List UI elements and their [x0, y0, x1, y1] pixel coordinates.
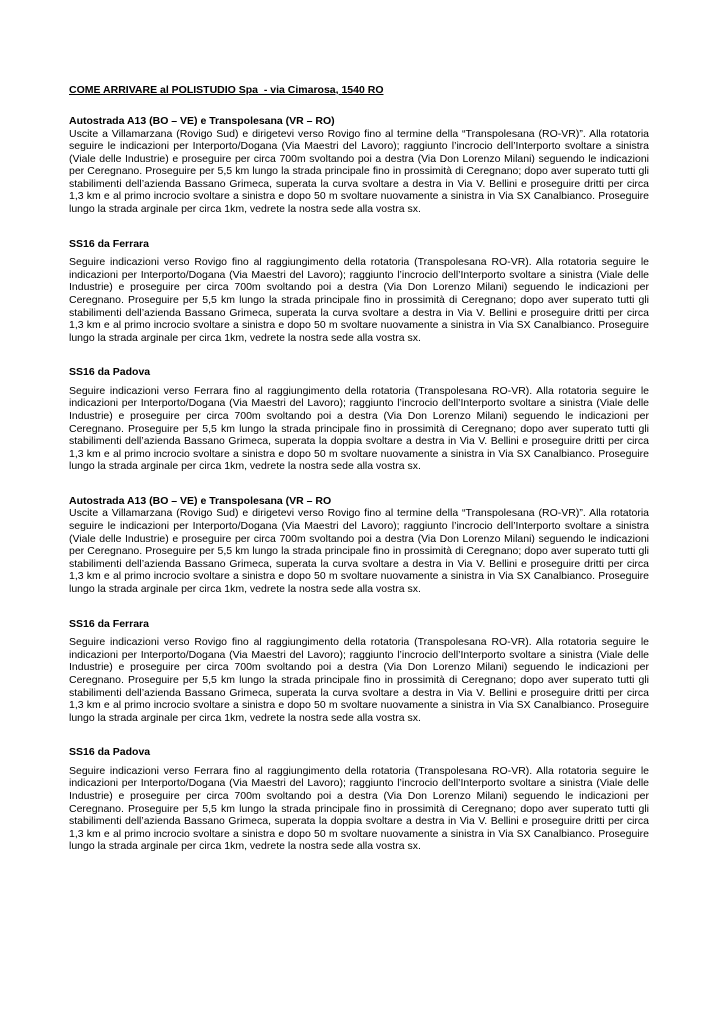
section-body: Uscite a Villamarzana (Rovigo Sud) e dirigetevi verso Rovigo fino al termine della “Transpolesana (RO-VR)”. Alla rotatoria seguire le indicazioni per Interporto/Dogana (Via Maestri del Lavoro); raggiunto l’incrocio dell’Interporto svoltare a sinistra (Viale delle Industrie) e proseguire per circa 700m svoltando poi a destra (Via Don Lorenzo Milani) seguendo le indicazioni per Ceregnano. Proseguire per 5,5 km lungo la strada principale fino in prossimità di Ceregnano; dopo aver superato tutti gli stabilimenti dell’azienda Bassano Grimeca, superata la curva svoltare a destra in Via V. Bellini e proseguire dritti per circa 1,3 km e al primo incrocio svoltare a sinistra e dopo 50 m svoltare nuovamente a sinistra in Via SX Canalbianco. Proseguire lungo la strada arginale per circa 1km, vedrete la nostra sede alla vostra sx. [69, 127, 649, 216]
section-heading: SS16 da Padova [69, 366, 151, 379]
document-page [69, 84, 649, 875]
document-title: COME ARRIVARE al POLISTUDIO Spa - via Cimarosa, 1540 RO [69, 84, 384, 96]
section-heading: Autostrada A13 (BO – VE) e Transpolesana (VR – RO [69, 494, 332, 507]
section-ss16-ferrara-repeat [69, 618, 649, 725]
section-body: Seguire indicazioni verso Ferrara fino al raggiungimento della rotatoria (Transpolesana RO-VR). Alla rotatoria seguire le indicazioni per Interporto/Dogana (Via Maestri del Lavoro); raggiunto l’incrocio dell’Interporto svoltare a sinistra (Viale delle Industrie) e proseguire per circa 700m svoltando poi a destra (Via Don Lorenzo Milani) seguendo le indicazioni per Ceregnano. Proseguire per 5,5 km lungo la strada principale fino in prossimità di Ceregnano; dopo aver superato tutti gli stabilimenti dell’azienda Bassano Grimeca, superata la doppia svoltare a destra in Via V. Bellini e proseguire dritti per circa 1,3 km e al primo incrocio svoltare a sinistra e dopo 50 m svoltare nuovamente a sinistra in Via SX Canalbianco. Proseguire lungo la strada arginale per circa 1km, vedrete la nostra sede alla vostra sx. [69, 764, 649, 853]
section-body: Seguire indicazioni verso Rovigo fino al raggiungimento della rotatoria (Transpolesana RO-VR). Alla rotatoria seguire le indicazioni per Interporto/Dogana (Via Maestri del Lavoro); raggiunto l’incrocio dell’Interporto svoltare a sinistra (Viale delle Industrie) e proseguire per circa 700m svoltando poi a destra (Via Don Lorenzo Milani) seguendo le indicazioni per Ceregnano. Proseguire per 5,5 km lungo la strada principale fino in prossimità di Ceregnano; dopo aver superato tutti gli stabilimenti dell’azienda Bassano Grimeca, superata la curva svoltare a destra in Via V. Bellini e proseguire dritti per circa 1,3 km e al primo incrocio svoltare a sinistra e dopo 50 m svoltare nuovamente a sinistra in Via SX Canalbianco. Proseguire lungo la strada arginale per circa 1km, vedrete la nostra sede alla vostra sx. [69, 256, 649, 344]
section-heading: SS16 da Padova [69, 746, 151, 759]
section-ss16-padova [69, 366, 649, 473]
section-a13-transpolesana-repeat [69, 495, 649, 596]
section-ss16-ferrara [69, 238, 649, 345]
section-body: Seguire indicazioni verso Ferrara fino al raggiungimento della rotatoria (Transpolesana RO-VR). Alla rotatoria seguire le indicazioni per Interporto/Dogana (Via Maestri del Lavoro); raggiunto l’incrocio dell’Interporto svoltare a sinistra (Viale delle Industrie) e proseguire per circa 700m svoltando poi a destra (Via Don Lorenzo Milani) seguendo le indicazioni per Ceregnano. Proseguire per 5,5 km lungo la strada principale fino in prossimità di Ceregnano; dopo aver superato tutti gli stabilimenti dell’azienda Bassano Grimeca, superata la doppia svoltare a destra in Via V. Bellini e proseguire dritti per circa 1,3 km e al primo incrocio svoltare a sinistra e dopo 50 m svoltare nuovamente a sinistra in Via SX Canalbianco. Proseguire lungo la strada arginale per circa 1km, vedrete la nostra sede alla vostra sx. [69, 384, 649, 473]
section-heading: SS16 da Ferrara [69, 237, 149, 250]
section-heading: Autostrada A13 (BO – VE) e Transpolesana (VR – RO) [69, 115, 335, 127]
section-a13-transpolesana [69, 115, 649, 216]
section-body: Seguire indicazioni verso Rovigo fino al raggiungimento della rotatoria (Transpolesana RO-VR). Alla rotatoria seguire le indicazioni per Interporto/Dogana (Via Maestri del Lavoro); raggiunto l’incrocio dell’Interporto svoltare a sinistra (Viale delle Industrie) e proseguire per circa 700m svoltando poi a destra (Via Don Lorenzo Milani) seguendo le indicazioni per Ceregnano. Proseguire per 5,5 km lungo la strada principale fino in prossimità di Ceregnano; dopo aver superato tutti gli stabilimenti dell’azienda Bassano Grimeca, superata la curva svoltare a destra in Via V. Bellini e proseguire dritti per circa 1,3 km e al primo incrocio svoltare a sinistra e dopo 50 m svoltare nuovamente a sinistra in Via SX Canalbianco. Proseguire lungo la strada arginale per circa 1km, vedrete la nostra sede alla vostra sx. [69, 636, 649, 724]
section-ss16-padova-repeat [69, 746, 649, 853]
section-heading: SS16 da Ferrara [69, 617, 149, 630]
section-body: Uscite a Villamarzana (Rovigo Sud) e dirigetevi verso Rovigo fino al termine della “Transpolesana (RO-VR)”. Alla rotatoria seguire le indicazioni per Interporto/Dogana (Via Maestri del Lavoro); raggiunto l’incrocio dell’Interporto svoltare a sinistra (Viale delle Industrie) e proseguire per circa 700m svoltando poi a destra (Via Don Lorenzo Milani) seguendo le indicazioni per Ceregnano. Proseguire per 5,5 km lungo la strada principale fino in prossimità di Ceregnano; dopo aver superato tutti gli stabilimenti dell’azienda Bassano Grimeca, superata la curva svoltare a destra in Via V. Bellini e proseguire dritti per circa 1,3 km e al primo incrocio svoltare a sinistra e dopo 50 m svoltare nuovamente a sinistra in Via SX Canalbianco. Proseguire lungo la strada arginale per circa 1km, vedrete la nostra sede alla vostra sx. [69, 507, 649, 596]
